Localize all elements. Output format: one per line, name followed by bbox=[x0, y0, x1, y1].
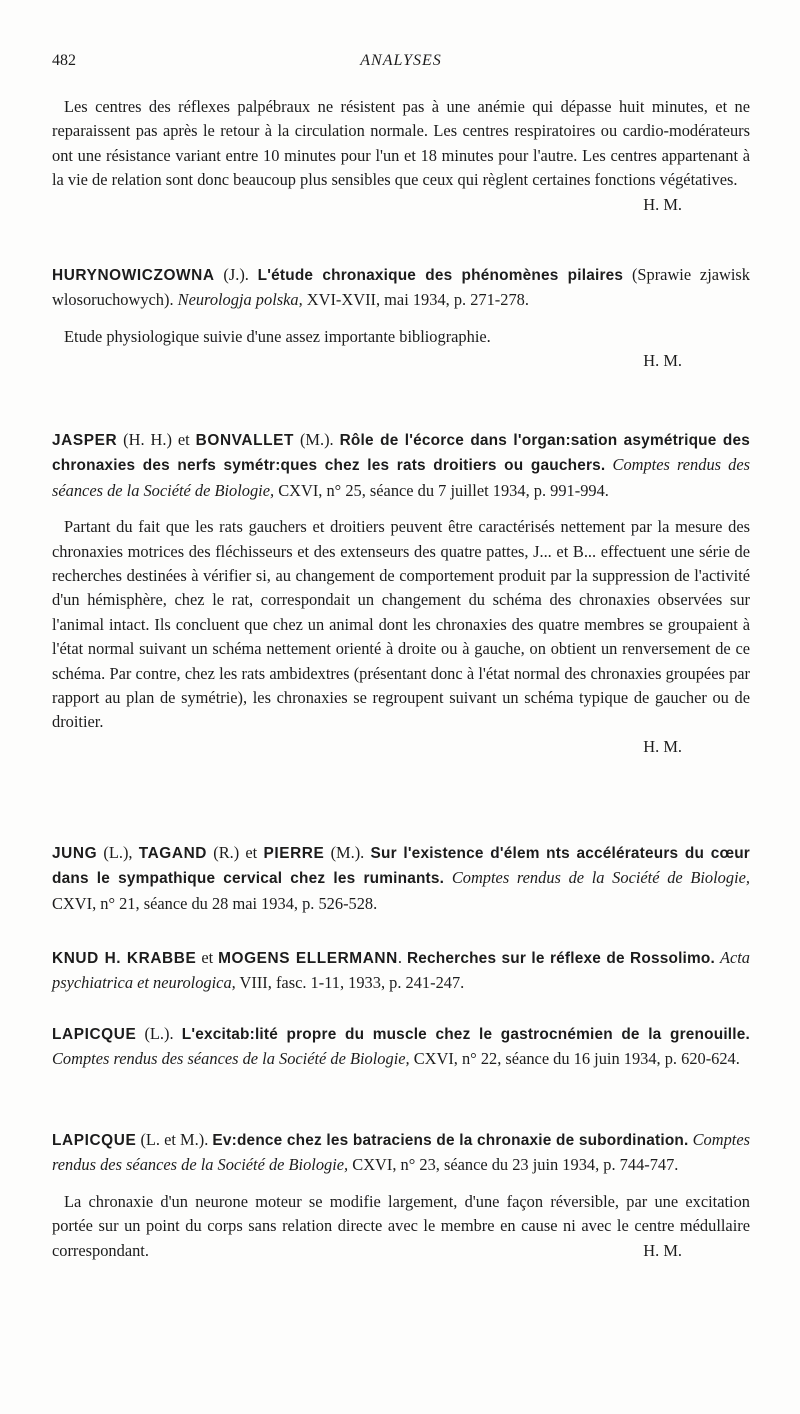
entry-author: KNUD H. KRABBE bbox=[52, 950, 197, 967]
entry-title: L'étude chronaxique des phénomènes pilaires bbox=[257, 267, 624, 284]
entry-krabbe-ellermann bbox=[52, 946, 750, 996]
entry-author: BONVALLET bbox=[195, 432, 294, 449]
entry-citation: HURYNOWICZOWNA (J.). L'étude chronaxique des phénomènes pilaires (Sprawie zjawisk wlosoruchowych). Neurologja polska, XVI-XVII, mai 1934, p. 271-278. bbox=[52, 265, 750, 310]
entry-journal: Comptes rendus des séances de la Société de Biologie, bbox=[52, 1130, 750, 1175]
entry-summary: Etude physiologique suivie d'une assez importante bibliographie. bbox=[64, 326, 491, 346]
entry-journal: Neurologja polska, bbox=[177, 290, 303, 310]
entry-citation: JASPER (H. H.) et BONVALLET (M.). Rôle de l'écorce dans l'organ:sation asymétrique des chronaxies des nerfs symétr:ques chez les rats droitiers ou gauchers. Comptes rendus des séances de la Société de Biologie, CXVI, n° 25, séance du 7 juillet 1934, p. 991-994. bbox=[52, 430, 750, 500]
entry-author: TAGAND bbox=[138, 845, 208, 862]
entry-signature: H. M. bbox=[643, 351, 682, 371]
intro-paragraph: Les centres des réflexes palpébraux ne résistent pas à une anémie qui dépasse huit minutes, et ne reparaissent pas après le retour à la circulation normale. Les centres respiratoires ou cardio-modérateurs ont une résistance variant entre 10 minutes pour l'un et 18 minutes pour l'autre. Les centres appartenant à la vie de relation sont donc beaucoup plus sensibles que ceux qui règlent certaines fonctions végétatives. bbox=[52, 97, 750, 190]
entry-lapicque-l bbox=[52, 1022, 750, 1072]
running-title: ANALYSES bbox=[360, 52, 442, 69]
entry-journal: Comptes rendus des séances de la Société de Biologie, bbox=[52, 455, 750, 500]
entry-summary: Partant du fait que les rats gauchers et droitiers peuvent être caractérisés nettement par la mesure des chronaxies motrices des fléchisseurs et des extenseurs des quatre pattes, J... et B... effectuent une série de recherches destinées à vérifier si, au changement de comportement produit par la suppression de l'activité d'un hémisphère, chez le rat, correspondait un changement du schéma des chronaxies observées sur l'animal intact. Ils concluent que chez un animal dont les chronaxies des quatre membres se groupaient à l'état normal suivant un schéma nettement orienté à droite ou à gauche, on obtient un renversement de ce schéma. Par contre, chez les rats ambidextres (présentant donc à l'état normal des chronaxies groupées par rapport au plan de symétrie), les chronaxies se regroupent suivant un schéma typique de gaucher ou de droitier. bbox=[52, 517, 750, 732]
entry-hurynowiczowna bbox=[52, 263, 750, 374]
entry-author: JUNG bbox=[52, 845, 98, 862]
entry-citation: LAPICQUE (L.). L'excitab:lité propre du muscle chez le gastrocnémien de la grenouille. Comptes rendus des séances de la Société de Biologie, CXVI, n° 22, séance du 16 juin 1934, p. 620-624. bbox=[52, 1024, 750, 1069]
entry-title: L'excitab:lité propre du muscle chez le gastrocnémien de la grenouille. bbox=[181, 1026, 750, 1043]
entry-citation: LAPICQUE (L. et M.). Ev:dence chez les batraciens de la chronaxie de subordination. Comptes rendus des séances de la Société de Biologie, CXVI, n° 23, séance du 23 juin 1934, p. 744-747. bbox=[52, 1130, 750, 1175]
entry-author: JASPER bbox=[52, 432, 118, 449]
page-number: 482 bbox=[52, 52, 76, 69]
entry-title: Ev:dence chez les batraciens de la chronaxie de subordination. bbox=[212, 1132, 689, 1149]
entry-author: HURYNOWICZOWNA bbox=[52, 267, 215, 284]
intro-section bbox=[52, 95, 750, 217]
entry-signature: H. M. bbox=[643, 1240, 682, 1260]
entry-journal: Comptes rendus des séances de la Société de Biologie, bbox=[52, 1049, 410, 1069]
entry-title: Rôle de l'écorce dans l'organ:sation asymétrique des chronaxies des nerfs symétr:ques chez les rats droitiers ou gauchers. bbox=[52, 432, 750, 475]
entry-jasper-bonvallet bbox=[52, 428, 750, 759]
entry-author: PIERRE bbox=[263, 845, 325, 862]
page-header bbox=[52, 52, 750, 76]
entry-summary: La chronaxie d'un neurone moteur se modifie largement, d'une façon réversible, par une excitation portée sur un point du corps sans relation directe avec le membre en cause ni avec le centre médullaire correspondant. H. M. bbox=[52, 1190, 750, 1263]
entry-citation: KNUD H. KRABBE et MOGENS ELLERMANN. Recherches sur le réflexe de Rossolimo. Acta psychiatrica et neurologica, VIII, fasc. 1-11, 1933, p. 241-247. bbox=[52, 948, 751, 993]
entry-author: LAPICQUE bbox=[52, 1132, 137, 1149]
entry-journal: Acta psychiatrica et neurologica, bbox=[52, 948, 751, 993]
entry-title: Sur l'existence d'élem nts accélérateurs du cœur dans le sympathique cervical chez les ruminants. bbox=[52, 845, 750, 888]
intro-signature: H. M. bbox=[643, 194, 682, 214]
entry-lapicque-l-m bbox=[52, 1128, 750, 1263]
entry-journal: Comptes rendus de la Société de Biologie, bbox=[451, 868, 750, 888]
entry-jung-tagand-pierre bbox=[52, 841, 750, 916]
entry-author: MOGENS ELLERMANN bbox=[218, 950, 398, 967]
entry-title: Recherches sur le réflexe de Rossolimo. bbox=[406, 950, 715, 967]
entry-author: LAPICQUE bbox=[52, 1026, 137, 1043]
entry-citation: JUNG (L.), TAGAND (R.) et PIERRE (M.). Sur l'existence d'élem nts accélérateurs du cœur dans le sympathique cervical chez les ruminants. Comptes rendus de la Société de Biologie, CXVI, n° 21, séance du 28 mai 1934, p. 526-528. bbox=[52, 843, 750, 913]
entry-signature: H. M. bbox=[643, 736, 682, 756]
